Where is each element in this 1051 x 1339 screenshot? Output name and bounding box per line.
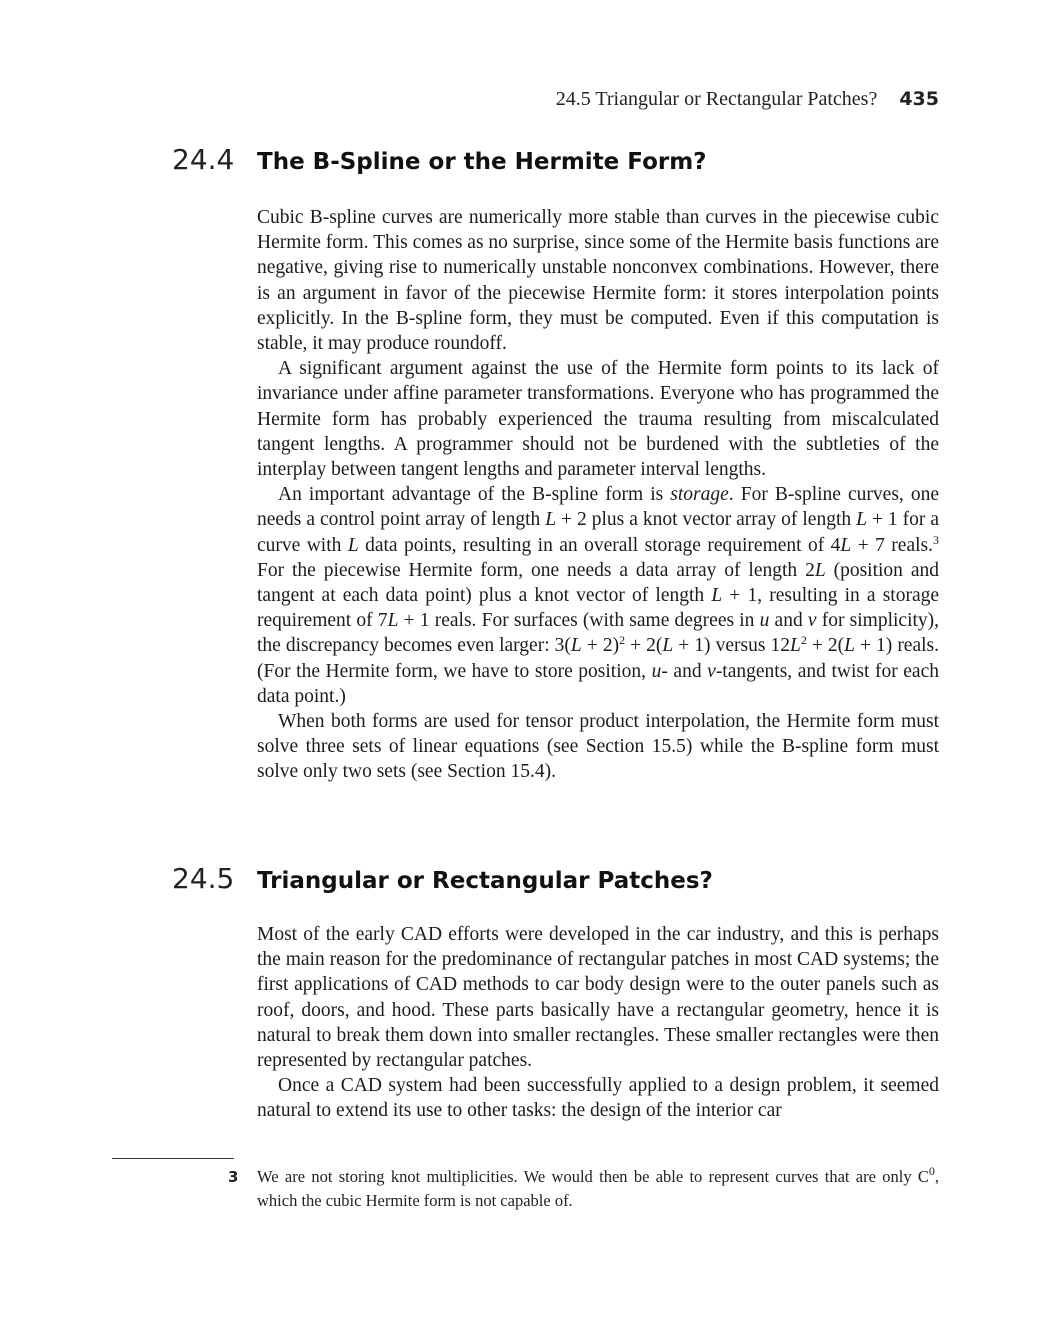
section-heading-24-4 [172, 143, 707, 176]
paragraph: Most of the early CAD efforts were developed in the car industry, and this is perhaps the main reason for the predominance of rectangular patches in most CAD systems; the first applications of CAD methods to car body design were to the outer panels such as roof, doors, and hood. These parts basically have a rectangular geometry, hence it is natural to break them down into smaller rectangles. These smaller rectangles were then represented by rectangular patches. [257, 924, 939, 1072]
section-24-4-body [257, 205, 939, 785]
footnote-reference: 3 [933, 532, 939, 547]
paragraph-storage: An important advantage of the B-spline form is storage. For B-spline curves, one needs a control point array of length L + 2 plus a knot vector array of length L + 1 for a curve with L data points, resulting in an overall storage requirement of 4L + 7 reals.$^3$ For the piecewise Hermite form, one needs a data array of length 2L (position and tangent at each data point) plus a knot vector of length L + 1, resulting in a storage requirement of 7L + 1 reals. For surfaces (with same degrees in u and v for simplicity), the discrepancy becomes even larger: $3(L + 2)^2 + 2(L + 1)$ versus $12L^2 + 2(L + 1)$ reals. (For the Hermite form, we have to store position, u- and v-tangents, and twist for each data point.) [257, 484, 940, 707]
paragraph: Cubic B-spline curves are numerically more stable than curves in the piecewise cubic Hermite form. This comes as no surprise, since some of the Hermite basis functions are negative, giving rise to numerically unstable nonconvex combinations. However, there is an argument in favor of the piecewise Hermite form: it stores interpolation points explicitly. In the B-spline form, they must be computed. Even if this computation is stable, it may produce roundoff. [257, 207, 939, 355]
section-number: 24.5 [172, 862, 235, 895]
footnote: 3 We are not storing knot multiplicities. We would then be able to represent curves that are only $C^0$, which the cubic Hermite form is not capable of. [228, 1164, 939, 1210]
paragraph: Once a CAD system had been successfully applied to a design problem, it seemed natural to extend its use to other tasks: the design of the interior car [257, 1075, 939, 1122]
running-head [556, 88, 939, 111]
paragraph: A significant argument against the use of the Hermite form points to its lack of invariance under affine parameter transformations. Everyone who has programmed the Hermite form has probably experienced the trauma resulting from miscalculated tangent lengths. A programmer should not be burdened with the subtleties of the interplay between tangent lengths and parameter interval lengths. [257, 358, 939, 481]
paragraph: When both forms are used for tensor product interpolation, the Hermite form must solve three sets of linear equations (see Section 15.5) while the B-spline form must solve only two sets (see Section 15.4). [257, 711, 939, 783]
footnote-number: 3 [228, 1168, 239, 1186]
footnote-rule [112, 1158, 234, 1159]
section-title: The B-Spline or the Hermite Form? [257, 149, 707, 175]
running-head-section: 24.5 Triangular or Rectangular Patches? [555, 88, 878, 110]
page-number: 435 [899, 88, 939, 110]
section-heading-24-5 [172, 862, 713, 895]
section-number: 24.4 [172, 143, 235, 176]
section-title: Triangular or Rectangular Patches? [257, 868, 713, 894]
section-24-5-body [257, 922, 939, 1124]
emphasis: storage [670, 484, 729, 506]
